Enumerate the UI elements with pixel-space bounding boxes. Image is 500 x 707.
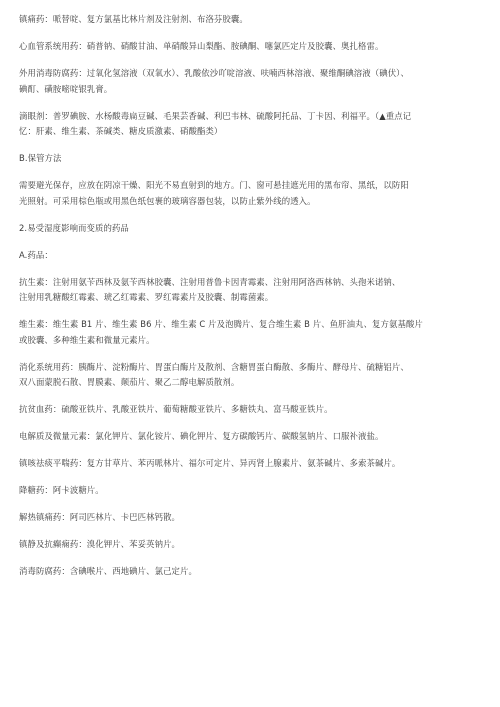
text-line: A.药品： — [19, 249, 53, 260]
paragraph-sedatives — [19, 537, 486, 553]
text-line: 心血管系统用药：硝普钠、硝酸甘油、单硝酸异山梨酯、胺碘酮、噻氯匹定片及胶囊、奥扎格雷。 — [19, 41, 384, 51]
text-line: 镇咳祛痰平喘药：复方甘草片、苯丙哌林片、福尔可定片、异丙肾上腺素片、氨茶碱片、多索茶碱片。 — [19, 458, 401, 468]
text-line: 或胶囊、多种维生素和微量元素片。 — [19, 334, 155, 345]
paragraph-antipyretics — [19, 510, 486, 526]
paragraph-analgesics — [19, 12, 486, 28]
paragraph-light-protection — [19, 178, 486, 209]
text-line: 2.易受湿度影响而变质的药品 — [19, 222, 129, 233]
text-line: 维生素：维生素 B1 片、维生素 B6 片、维生素 C 片及泡腾片、复合维生素 B 片、鱼肝油丸、复方氨基酸片 — [19, 319, 423, 329]
text-line: 需要避光保存，应放在阴凉干燥、阳光不易直射到的地方。门、窗可悬挂遮光用的黑布帘、黑纸，以防阳 — [19, 180, 409, 190]
text-line: 解热镇痛药：阿司匹林片、卡巴匹林钙散。 — [19, 512, 181, 522]
text-line: 镇痛药：哌替啶、复方氯基比林片剂及注射剂、布洛芬胶囊。 — [19, 14, 248, 24]
text-line: B.保管方法 — [19, 153, 62, 163]
text-line: 外用消毒防腐药：过氧化氢溶液（双氧水）、乳酸依沙吖啶溶液、呋喃西林溶液、聚维酮碘溶液（碘伏）、 — [19, 68, 409, 78]
paragraph-anti-anemia — [19, 402, 486, 418]
text-line: 光照射。可采用棕色瓶或用黑色纸包裹的玻璃容器包装，以防止紫外线的透入。 — [19, 195, 316, 206]
paragraph-eye-drops — [19, 109, 486, 140]
text-line: 抗生素：注射用氨苄西林及氨苄西林胶囊、注射用普鲁卡因青霉素、注射用阿洛西林钠、头孢米诺钠、 — [19, 276, 401, 287]
section-heading-humidity-sensitive — [19, 221, 486, 237]
paragraph-antitussives — [19, 456, 486, 472]
paragraph-electrolytes — [19, 429, 486, 445]
text-line: 双八面蒙脱石散、胃膜素、颠茄片、聚乙二醇电解质散剂。 — [19, 377, 240, 387]
section-heading-drugs — [19, 248, 486, 264]
paragraph-cardiovascular — [19, 39, 486, 55]
paragraph-digestive-drugs — [19, 360, 486, 391]
paragraph-hypoglycemics — [19, 483, 486, 499]
text-line: 抗贫血药：硫酸亚铁片、乳酸亚铁片、葡萄糖酸亚铁片、多糖铁丸、富马酸亚铁片。 — [19, 404, 333, 414]
text-line: 消毒防腐药：含碘喉片、西地碘片、氯己定片。 — [19, 566, 197, 576]
section-heading-storage-method — [19, 151, 486, 167]
text-line: 忆：肝素、维生素、茶碱类、糖皮质激素、硝酸酯类） — [19, 126, 223, 136]
text-line: 镇静及抗癫痫药：溴化钾片、苯妥英钠片。 — [19, 539, 181, 549]
text-line: 电解质及微量元素：氯化钾片、氯化铵片、碘化钾片、复方碳酸钙片、碳酸氢钠片、口服补液盐。 — [19, 431, 384, 441]
text-line: 滴眼剂：普罗碘胺、水杨酸毒扁豆碱、毛果芸香碱、利巴韦林、硫酸阿托品、丁卡因、利福平。（▲重点记 — [19, 110, 412, 121]
paragraph-vitamins — [19, 317, 486, 348]
paragraph-disinfectants — [19, 564, 486, 580]
text-line: 碘酊、磺胺嘧啶银乳膏。 — [19, 83, 113, 94]
paragraph-external-disinfectants — [19, 66, 486, 97]
text-line: 注射用乳糖酸红霉素、琥乙红霉素、罗红霉素片及胶囊、制霉菌素。 — [19, 292, 274, 302]
text-line: 消化系统用药：胰酶片、淀粉酶片、胃蛋白酶片及散剂、含糖胃蛋白酶散、多酶片、酵母片、硫糖铝片、 — [19, 361, 409, 372]
text-line: 降糖药：阿卡波糖片。 — [19, 485, 104, 495]
paragraph-antibiotics — [19, 275, 486, 306]
